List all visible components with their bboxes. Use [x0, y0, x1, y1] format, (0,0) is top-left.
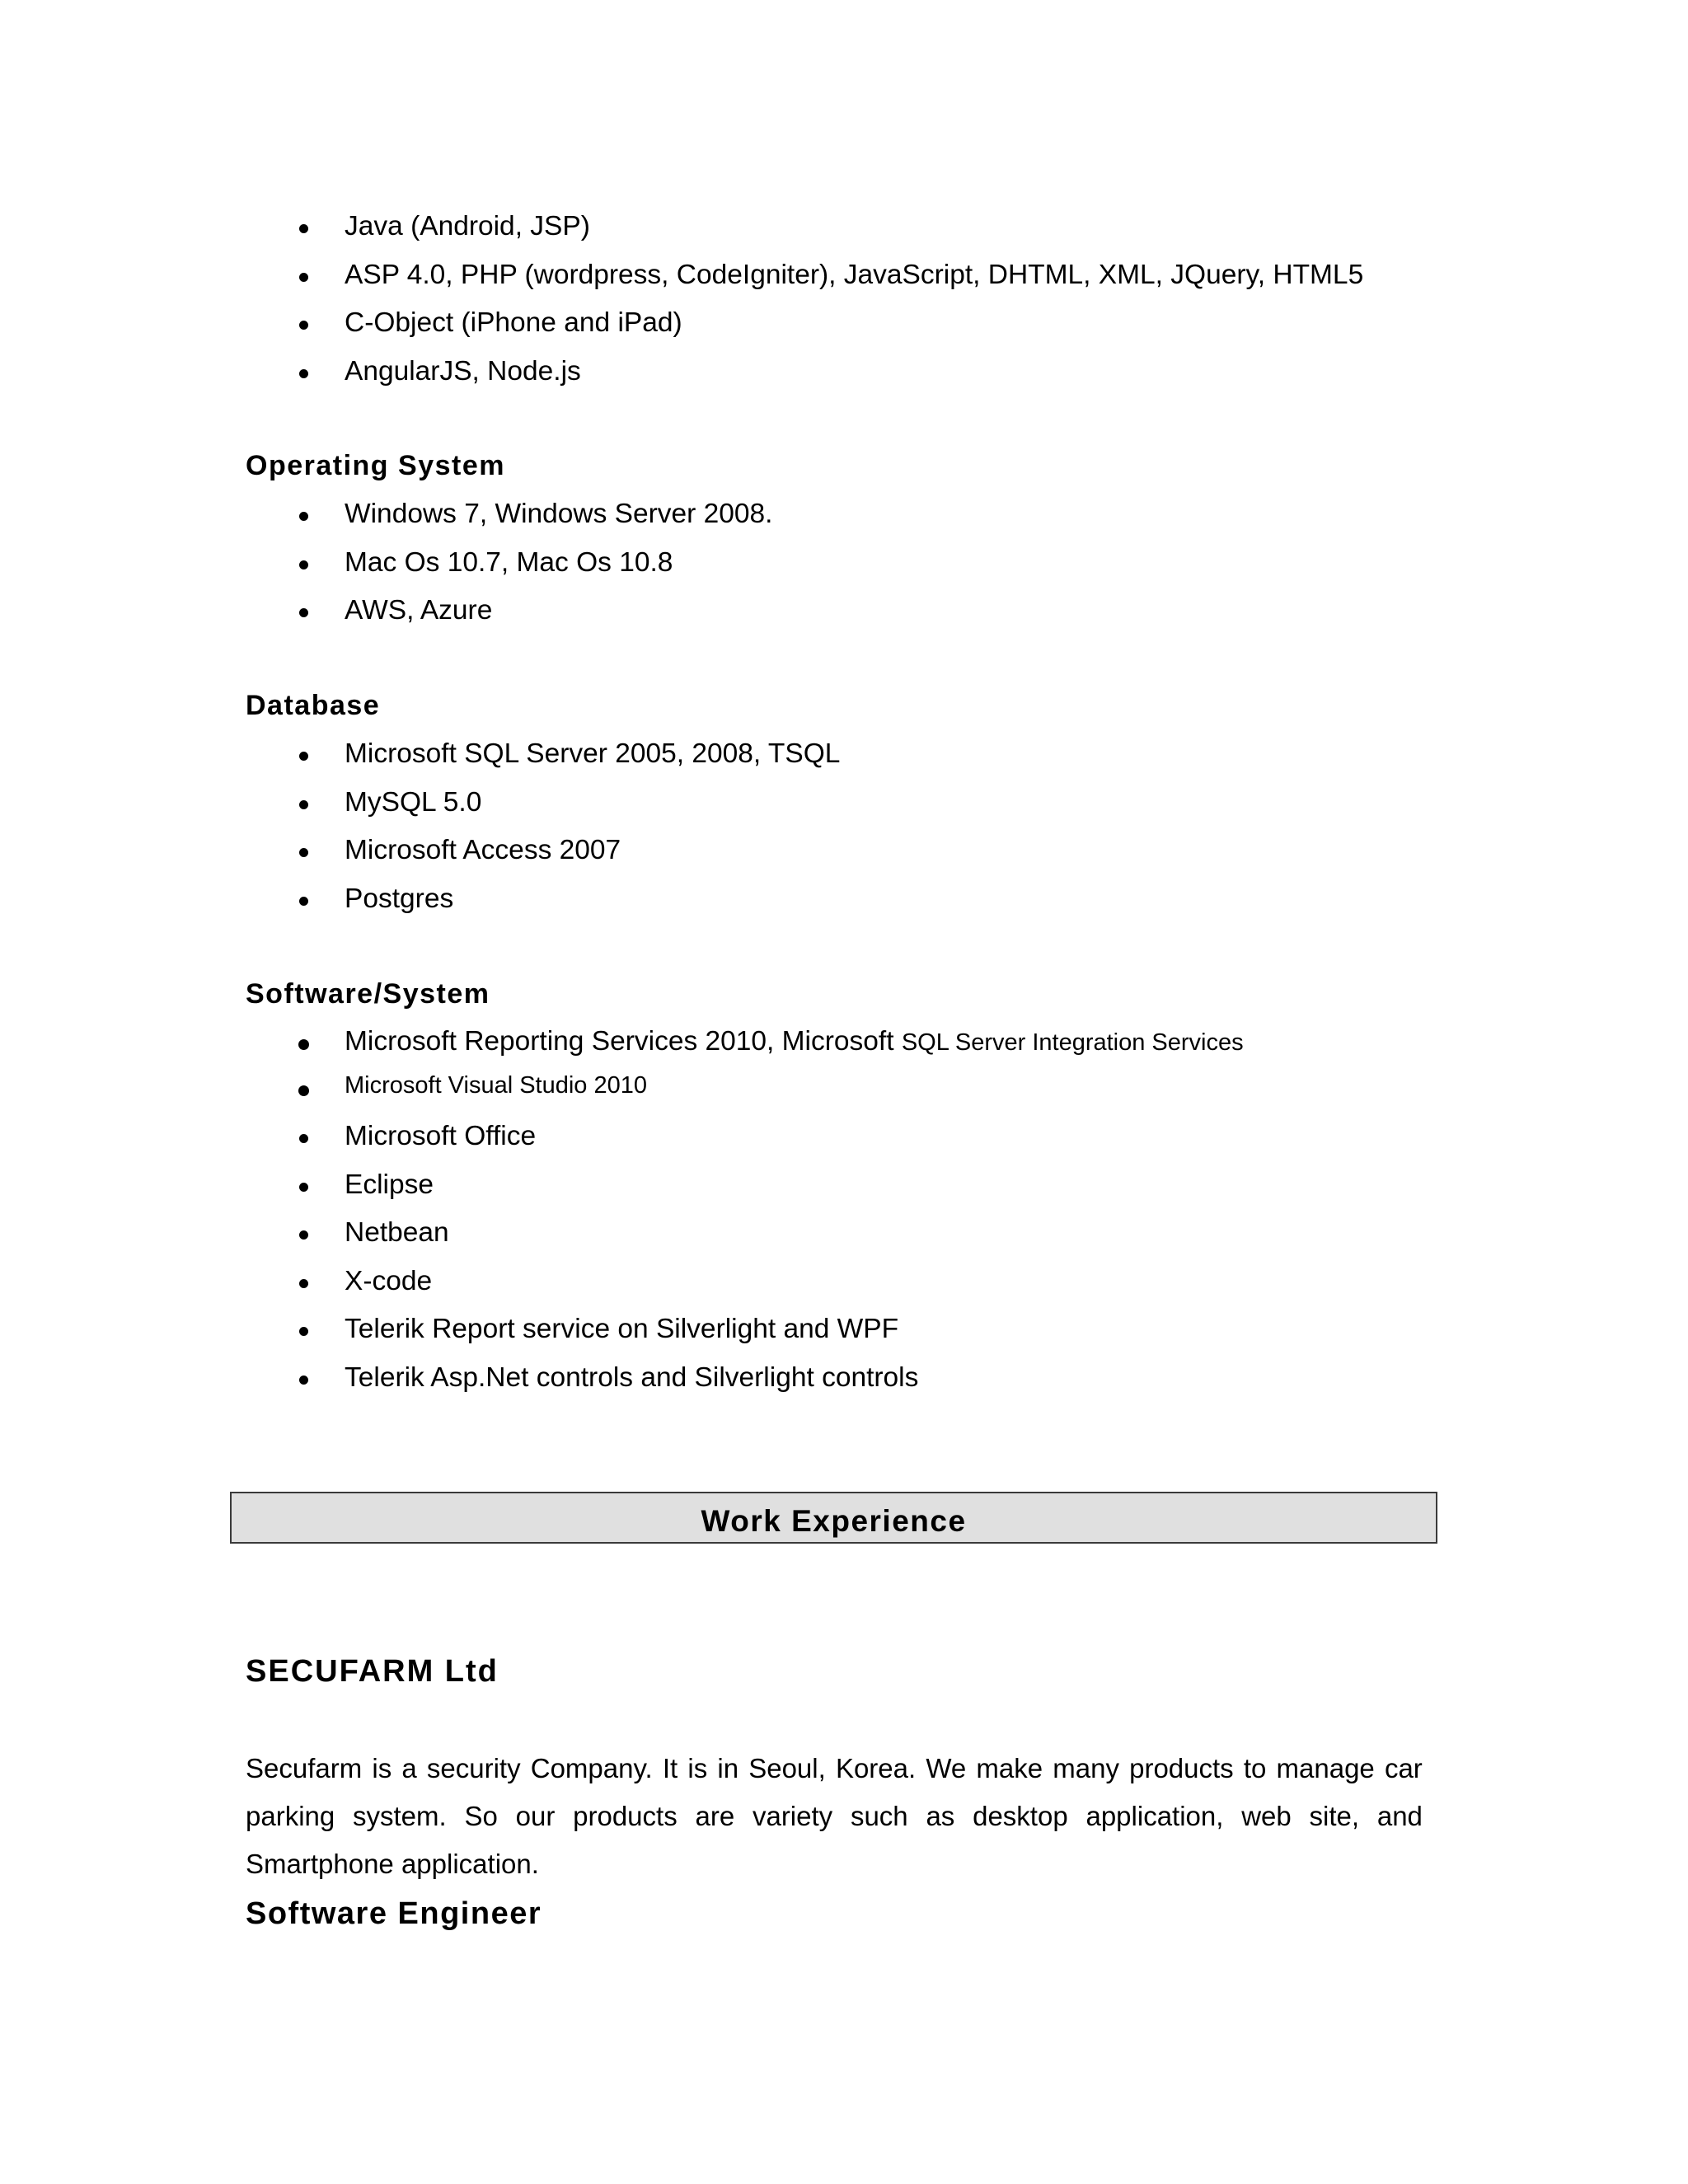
list-item: Postgres — [0, 875, 1688, 924]
bullet-icon — [297, 539, 312, 588]
operating-system-list — [0, 490, 1688, 635]
list-item: Windows 7, Windows Server 2008. — [0, 490, 1688, 539]
description-word: many — [1053, 1753, 1119, 1783]
description-word: We — [926, 1753, 967, 1783]
list-item: Mac Os 10.7, Mac Os 10.8 — [0, 539, 1688, 588]
description-line: Smartphone application. — [246, 1849, 539, 1879]
list-item: Eclipse — [0, 1161, 1688, 1210]
description-line — [246, 1745, 1423, 1793]
description-word: are — [695, 1801, 735, 1831]
list-item: C-Object (iPhone and iPad) — [0, 299, 1688, 348]
job-title: Software Engineer — [246, 1896, 542, 1931]
operating-system-section — [0, 490, 1688, 635]
list-item: Telerik Report service on Silverlight and WPF — [0, 1305, 1688, 1354]
description-word: security — [426, 1753, 521, 1783]
description-word: system. — [353, 1801, 447, 1831]
description-word: web — [1241, 1801, 1292, 1831]
bullet-icon — [297, 251, 312, 300]
description-word: parking — [246, 1801, 335, 1831]
bullet-icon — [297, 1258, 312, 1306]
work-experience-banner — [230, 1492, 1437, 1544]
bullet-icon — [297, 1305, 312, 1354]
list-item: AWS, Azure — [0, 587, 1688, 635]
bullet-icon — [297, 779, 312, 827]
description-word: Seoul, — [748, 1753, 826, 1783]
list-item — [0, 1019, 1688, 1065]
bullet-icon — [297, 1161, 312, 1210]
list-item: X-code — [0, 1258, 1688, 1306]
description-word: variety — [752, 1801, 833, 1831]
list-item-text: Microsoft Reporting Services 2010, Microsoft — [345, 1026, 902, 1057]
database-section — [0, 730, 1688, 923]
description-word: manage — [1276, 1753, 1375, 1783]
work-experience-title: Work Experience — [701, 1504, 967, 1538]
description-line — [246, 1793, 1423, 1840]
description-word: make — [976, 1753, 1043, 1783]
description-word: It — [662, 1753, 678, 1783]
bullet-icon — [297, 827, 312, 875]
bullet-icon — [297, 1113, 312, 1161]
section-heading-software-system: Software/System — [246, 978, 490, 1010]
languages-section — [0, 203, 1688, 396]
bullet-icon — [297, 587, 312, 635]
description-word: products — [1129, 1753, 1234, 1783]
bullet-icon — [297, 730, 312, 779]
description-word: So — [464, 1801, 498, 1831]
list-item: Telerik Asp.Net controls and Silverlight controls — [0, 1354, 1688, 1403]
software-system-list — [0, 1019, 1688, 1402]
bullet-icon — [297, 1354, 312, 1403]
description-word: car — [1384, 1753, 1423, 1783]
description-word: such — [850, 1801, 908, 1831]
database-list — [0, 730, 1688, 923]
bullet-icon — [297, 490, 312, 539]
section-heading-database: Database — [246, 690, 381, 721]
description-word: Korea. — [835, 1753, 917, 1783]
bullet-icon — [297, 203, 312, 251]
description-word: Secufarm — [246, 1753, 363, 1783]
list-item: Microsoft Office — [0, 1113, 1688, 1161]
description-word: application, — [1085, 1801, 1224, 1831]
software-system-section — [0, 1019, 1688, 1402]
bullet-icon — [297, 348, 312, 396]
list-item: ASP 4.0, PHP (wordpress, CodeIgniter), JavaScript, DHTML, XML, JQuery, HTML5 — [0, 251, 1688, 300]
description-word: and — [1376, 1801, 1423, 1831]
description-word: to — [1243, 1753, 1267, 1783]
list-item: Microsoft SQL Server 2005, 2008, TSQL — [0, 730, 1688, 779]
list-item: Microsoft Access 2007 — [0, 827, 1688, 875]
bullet-icon — [297, 1209, 312, 1258]
description-word: desktop — [973, 1801, 1068, 1831]
company-description — [246, 1745, 1423, 1888]
company-name: SECUFARM Ltd — [246, 1654, 499, 1689]
bullet-icon — [297, 299, 312, 348]
description-word: products — [573, 1801, 678, 1831]
description-word: a — [401, 1753, 417, 1783]
list-item-text-small: SQL Server Integration Services — [901, 1029, 1244, 1056]
languages-list — [0, 203, 1688, 396]
bullet-icon — [297, 1019, 312, 1067]
description-word: as — [926, 1801, 955, 1831]
list-item: Java (Android, JSP) — [0, 203, 1688, 251]
list-item: MySQL 5.0 — [0, 779, 1688, 827]
section-heading-operating-system: Operating System — [246, 450, 505, 481]
description-word: our — [515, 1801, 556, 1831]
bullet-icon — [297, 875, 312, 924]
list-item: Microsoft Visual Studio 2010 — [0, 1065, 1688, 1113]
description-word: is — [372, 1753, 392, 1783]
bullet-icon — [297, 1065, 312, 1106]
description-word: in — [717, 1753, 739, 1783]
description-word: Company. — [530, 1753, 653, 1783]
list-item: AngularJS, Node.js — [0, 348, 1688, 396]
description-word: is — [687, 1753, 708, 1783]
description-word: site, — [1309, 1801, 1360, 1831]
list-item: Netbean — [0, 1209, 1688, 1258]
